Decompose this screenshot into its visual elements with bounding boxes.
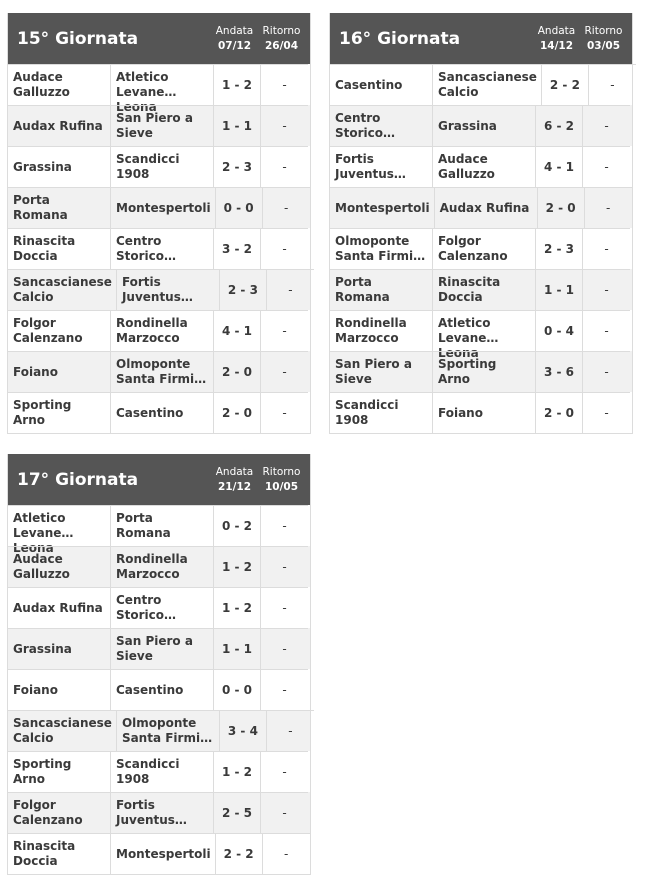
- andata-score: 2 - 0: [536, 392, 583, 433]
- match-list: [8, 64, 310, 433]
- away-team-cell: [111, 505, 214, 546]
- home-team-name: Grassina: [13, 159, 72, 174]
- away-team-name: Olmoponte Santa Firmi…: [121, 716, 213, 745]
- andata-label: Andata: [215, 465, 254, 478]
- ritorno-score: -: [261, 392, 308, 433]
- away-team-cell: [433, 146, 536, 187]
- ritorno-date: 10/05: [264, 480, 299, 493]
- match-row[interactable]: [330, 269, 632, 310]
- match-row[interactable]: [8, 505, 310, 555]
- ritorno-score: -: [261, 64, 308, 105]
- away-team-name: San Piero a Sieve: [116, 634, 193, 663]
- andata-column-header: [211, 465, 258, 495]
- away-team-cell: [111, 146, 214, 187]
- ritorno-score: -: [261, 792, 308, 833]
- home-team-cell: [8, 392, 111, 433]
- home-team-cell: [330, 105, 433, 146]
- away-team-cell: [111, 669, 214, 710]
- andata-score: 2 - 3: [214, 146, 261, 187]
- away-team-name: Folgor Calenzano: [438, 234, 508, 263]
- home-team-name: Porta Romana: [335, 275, 390, 304]
- away-team-name: Scandicci 1908: [116, 757, 180, 786]
- away-team-name: Montespertoli: [116, 200, 211, 215]
- home-team-cell: [8, 628, 111, 669]
- away-team-cell: [433, 269, 536, 310]
- andata-score: 2 - 2: [216, 833, 263, 874]
- away-team-name: Fortis Juventus…: [116, 798, 187, 827]
- away-team-cell: [111, 105, 214, 146]
- match-row[interactable]: [330, 64, 632, 105]
- andata-score: 2 - 0: [214, 392, 261, 433]
- home-team-cell: [8, 546, 111, 587]
- match-row[interactable]: [8, 669, 310, 710]
- away-team-name: Fortis Juventus…: [121, 275, 193, 304]
- away-team-cell: [433, 105, 536, 146]
- round-header: [330, 13, 632, 64]
- ritorno-score: -: [583, 310, 630, 351]
- home-team-name: Audace Galluzzo: [13, 552, 70, 581]
- home-team-name: Scandicci 1908: [335, 398, 399, 427]
- away-team-name: Casentino: [116, 405, 184, 420]
- home-team-name: Sancascianese Calcio: [13, 716, 112, 745]
- away-team-name: Rondinella Marzocco: [116, 552, 188, 581]
- away-team-cell: [111, 751, 214, 792]
- home-team-name: Sporting Arno: [13, 398, 72, 427]
- away-team-name: Montespertoli: [116, 846, 211, 861]
- andata-score: 4 - 1: [214, 310, 261, 351]
- home-team-cell: [8, 310, 111, 351]
- home-team-cell: [8, 669, 111, 710]
- away-team-name: Olmoponte Santa Firmi…: [116, 357, 207, 386]
- home-team-cell: [330, 351, 433, 392]
- home-team-cell: [8, 146, 111, 187]
- ritorno-score: -: [589, 64, 636, 105]
- away-team-name: Centro Storico…: [116, 234, 177, 263]
- match-list: [8, 505, 310, 874]
- away-team-cell: [111, 587, 214, 628]
- away-team-cell: [433, 392, 536, 433]
- home-team-name: Folgor Calenzano: [13, 316, 83, 345]
- away-team-cell: [435, 187, 538, 228]
- match-row[interactable]: [8, 628, 310, 669]
- away-team-name: Audax Rufina: [439, 200, 530, 215]
- home-team-name: Rinascita Doccia: [13, 234, 76, 263]
- andata-score: 0 - 4: [536, 310, 583, 351]
- away-team-name: Sancascianese Calcio: [438, 70, 537, 99]
- ritorno-label: Ritorno: [584, 24, 623, 37]
- andata-date: 07/12: [217, 39, 252, 52]
- andata-score: 2 - 3: [536, 228, 583, 269]
- home-team-cell: [8, 710, 117, 751]
- away-team-cell: [433, 64, 542, 105]
- home-team-name: Foiano: [13, 364, 58, 379]
- away-team-name: Atletico Levane Leona: [438, 316, 491, 360]
- away-team-name: Porta Romana: [116, 511, 171, 540]
- andata-score: 1 - 2: [214, 64, 261, 105]
- away-team-cell: [433, 228, 536, 269]
- andata-score: 3 - 6: [536, 351, 583, 392]
- home-team-name: Rondinella Marzocco: [335, 316, 407, 345]
- away-team-cell: [111, 833, 216, 874]
- home-team-name: Audax Rufina: [13, 600, 103, 615]
- match-row[interactable]: [8, 105, 310, 146]
- home-team-cell: [330, 310, 433, 351]
- andata-score: 1 - 1: [214, 105, 261, 146]
- round-title: 17° Giornata: [17, 469, 139, 490]
- home-team-cell: [8, 269, 117, 310]
- match-row[interactable]: [8, 187, 310, 228]
- andata-score: 2 - 5: [214, 792, 261, 833]
- home-team-cell: [8, 64, 111, 105]
- match-row[interactable]: [8, 751, 310, 792]
- ritorno-score: -: [263, 833, 310, 874]
- home-team-name: Casentino: [335, 77, 403, 92]
- andata-score: 4 - 1: [536, 146, 583, 187]
- andata-score: 2 - 3: [220, 269, 267, 310]
- away-team-cell: [111, 792, 214, 833]
- match-row[interactable]: [8, 146, 310, 187]
- match-row[interactable]: [8, 228, 310, 269]
- away-team-name: Rinascita Doccia: [438, 275, 501, 304]
- ritorno-score: -: [261, 546, 308, 587]
- ritorno-column-header: [258, 465, 305, 495]
- home-team-cell: [8, 833, 111, 874]
- match-row[interactable]: [8, 392, 310, 433]
- ritorno-score: -: [583, 146, 630, 187]
- home-team-cell: [8, 505, 111, 555]
- andata-score: 3 - 2: [214, 228, 261, 269]
- home-team-name: Porta Romana: [13, 193, 68, 222]
- round-card-15: [7, 13, 311, 434]
- ritorno-score: -: [261, 669, 308, 710]
- ritorno-score: -: [261, 751, 308, 792]
- andata-column-header: [211, 24, 258, 54]
- andata-score: 0 - 0: [214, 669, 261, 710]
- home-team-name: Foiano: [13, 682, 58, 697]
- away-team-cell: [111, 351, 214, 392]
- away-team-cell: [117, 710, 220, 751]
- home-team-cell: [8, 751, 111, 792]
- home-team-cell: [330, 64, 433, 105]
- ritorno-score: -: [261, 351, 308, 392]
- ritorno-score: -: [261, 505, 308, 546]
- ritorno-date: 26/04: [264, 39, 299, 52]
- home-team-cell: [8, 351, 111, 392]
- ritorno-score: -: [261, 628, 308, 669]
- match-row[interactable]: [8, 310, 310, 351]
- home-team-cell: [8, 105, 111, 146]
- home-team-name: Audax Rufina: [13, 118, 103, 133]
- home-team-name: Fortis Juventus…: [335, 152, 406, 181]
- ritorno-score: -: [261, 105, 308, 146]
- andata-label: Andata: [215, 24, 254, 37]
- away-team-name: Atletico Levane Leona: [116, 70, 169, 114]
- andata-score: 2 - 0: [538, 187, 585, 228]
- ritorno-score: -: [583, 228, 630, 269]
- ritorno-score: -: [583, 269, 630, 310]
- away-team-cell: [433, 351, 536, 392]
- ritorno-score: -: [263, 187, 310, 228]
- home-team-cell: [330, 146, 433, 187]
- match-row[interactable]: [8, 269, 310, 310]
- andata-column-header: [533, 24, 580, 54]
- away-team-name: Casentino: [116, 682, 184, 697]
- match-row[interactable]: [330, 105, 632, 146]
- home-team-name: Montespertoli: [335, 200, 430, 215]
- ritorno-score: -: [267, 269, 314, 310]
- round-card-16: [329, 13, 633, 434]
- andata-score: 2 - 2: [542, 64, 589, 105]
- match-row[interactable]: [8, 351, 310, 392]
- away-team-cell: [111, 187, 216, 228]
- away-team-name: Scandicci 1908: [116, 152, 180, 181]
- home-team-name: Atletico Levane Leona: [13, 511, 66, 555]
- away-team-cell: [433, 310, 536, 360]
- away-team-name: Audace Galluzzo: [438, 152, 495, 181]
- match-row[interactable]: [330, 228, 632, 269]
- andata-score: 1 - 2: [214, 546, 261, 587]
- home-team-cell: [330, 187, 435, 228]
- match-row[interactable]: [8, 710, 310, 751]
- away-team-cell: [111, 628, 214, 669]
- round-title: 15° Giornata: [17, 28, 139, 49]
- away-team-cell: [111, 310, 214, 351]
- away-team-name: Grassina: [438, 118, 497, 133]
- ritorno-column-header: [258, 24, 305, 54]
- away-team-name: Rondinella Marzocco: [116, 316, 188, 345]
- away-team-name: Foiano: [438, 405, 483, 420]
- home-team-name: Rinascita Doccia: [13, 839, 76, 868]
- match-row[interactable]: [330, 187, 632, 228]
- away-team-cell: [111, 64, 214, 114]
- andata-score: 1 - 1: [214, 628, 261, 669]
- home-team-cell: [330, 269, 433, 310]
- match-row[interactable]: [8, 587, 310, 628]
- match-row[interactable]: [8, 64, 310, 114]
- home-team-name: Sancascianese Calcio: [13, 275, 112, 304]
- ritorno-date: 03/05: [586, 39, 621, 52]
- andata-date: 21/12: [217, 480, 252, 493]
- ritorno-score: -: [267, 710, 314, 751]
- ritorno-score: -: [261, 587, 308, 628]
- round-title: 16° Giornata: [339, 28, 461, 49]
- round-card-17: [7, 454, 311, 875]
- ritorno-score: -: [583, 351, 630, 392]
- andata-score: 0 - 2: [214, 505, 261, 546]
- andata-score: 1 - 1: [536, 269, 583, 310]
- home-team-name: Folgor Calenzano: [13, 798, 83, 827]
- andata-score: 2 - 0: [214, 351, 261, 392]
- ritorno-score: -: [261, 146, 308, 187]
- match-row[interactable]: [8, 792, 310, 833]
- match-row[interactable]: [330, 146, 632, 187]
- ritorno-score: -: [585, 187, 632, 228]
- home-team-cell: [8, 587, 111, 628]
- ritorno-label: Ritorno: [262, 465, 301, 478]
- home-team-cell: [8, 792, 111, 833]
- match-list: [330, 64, 632, 433]
- home-team-name: Olmoponte Santa Firmi…: [335, 234, 426, 263]
- match-row[interactable]: [330, 351, 632, 392]
- match-row[interactable]: [8, 833, 310, 874]
- away-team-cell: [111, 228, 214, 269]
- round-header: [8, 454, 310, 505]
- away-team-name: Centro Storico…: [116, 593, 177, 622]
- match-row[interactable]: [330, 392, 632, 433]
- home-team-name: Audace Galluzzo: [13, 70, 70, 99]
- andata-date: 14/12: [539, 39, 574, 52]
- home-team-name: Centro Storico…: [335, 111, 396, 140]
- match-row[interactable]: [8, 546, 310, 587]
- away-team-cell: [111, 392, 214, 433]
- home-team-name: Grassina: [13, 641, 72, 656]
- ritorno-label: Ritorno: [262, 24, 301, 37]
- ritorno-score: -: [583, 105, 630, 146]
- match-row[interactable]: [330, 310, 632, 360]
- round-header: [8, 13, 310, 64]
- andata-score: 1 - 2: [214, 587, 261, 628]
- andata-score: 3 - 4: [220, 710, 267, 751]
- ritorno-score: -: [261, 228, 308, 269]
- andata-label: Andata: [537, 24, 576, 37]
- andata-score: 1 - 2: [214, 751, 261, 792]
- andata-score: 6 - 2: [536, 105, 583, 146]
- ritorno-score: -: [261, 310, 308, 351]
- away-team-name: Sporting Arno: [438, 357, 497, 386]
- ritorno-score: -: [583, 392, 630, 433]
- home-team-name: Sporting Arno: [13, 757, 72, 786]
- home-team-cell: [8, 187, 111, 228]
- ritorno-column-header: [580, 24, 627, 54]
- away-team-cell: [117, 269, 220, 310]
- away-team-cell: [111, 546, 214, 587]
- home-team-cell: [330, 228, 433, 269]
- andata-score: 0 - 0: [216, 187, 263, 228]
- home-team-name: San Piero a Sieve: [335, 357, 412, 386]
- home-team-cell: [8, 228, 111, 269]
- home-team-cell: [330, 392, 433, 433]
- away-team-name: San Piero a Sieve: [116, 111, 193, 140]
